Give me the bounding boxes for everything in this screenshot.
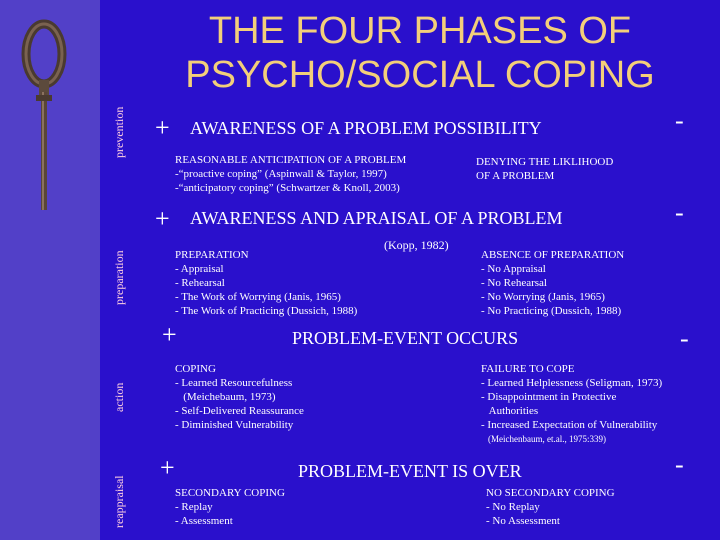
phase3-left-line: (Meichebaum, 1973) [175, 391, 276, 403]
phase4-right-line: - No Replay [486, 501, 540, 513]
side-label-action: action [112, 382, 126, 412]
phase3-left-line: - Diminished Vulnerability [175, 419, 294, 431]
phase3-right-line: - Disappointment in Protective [481, 391, 617, 403]
phase3-right-block [481, 362, 662, 432]
key-image [8, 0, 78, 210]
phase2-left-line: - Appraisal [175, 263, 224, 275]
phase3-left-line: COPING [175, 363, 216, 375]
phase2-right-line: ABSENCE OF PREPARATION [481, 249, 625, 261]
phase3-right-line: - Learned Helplessness (Seligman, 1973) [481, 377, 663, 389]
page-title-line2: PSYCHO/SOCIAL COPING [185, 54, 655, 96]
phase1-left-line: -“anticipatory coping” (Schwartzer & Knoll, 2003) [175, 182, 400, 194]
phase3-left-block [175, 362, 304, 432]
phase2-left-block [175, 248, 357, 318]
phase2-left-line: PREPARATION [175, 249, 249, 261]
phase2-left-line: - The Work of Worrying (Janis, 1965) [175, 291, 341, 303]
phase2-left-line: - The Work of Practicing (Dussich, 1988) [175, 305, 358, 317]
minus-sign-phase3: - [680, 324, 689, 353]
phase2-heading: AWARENESS AND APRAISAL OF A PROBLEM [190, 208, 563, 228]
phase3-right-line: FAILURE TO COPE [481, 363, 575, 375]
phase4-right-block [486, 486, 615, 528]
plus-sign-phase3: + [162, 320, 177, 349]
phase2-right-line: - No Worrying (Janis, 1965) [481, 291, 605, 303]
phase4-left-line: - Replay [175, 501, 213, 513]
side-label-reappraisal: reappraisal [112, 475, 126, 528]
phase4-left-line: SECONDARY COPING [175, 487, 285, 499]
phase4-left-block [175, 486, 285, 528]
phase2-right-block [481, 248, 624, 318]
minus-sign-phase1: - [675, 106, 684, 135]
phase3-heading: PROBLEM-EVENT OCCURS [292, 328, 519, 348]
phase2-right-line: - No Rehearsal [481, 277, 547, 289]
phase2-right-line: - No Practicing (Dussich, 1988) [481, 305, 622, 317]
side-label-prevention: prevention [112, 106, 126, 158]
phase4-right-line: - No Assessment [486, 515, 560, 527]
phase1-left-block [175, 153, 406, 195]
phase1-left-line: REASONABLE ANTICIPATION OF A PROBLEM [175, 154, 407, 166]
phase4-heading: PROBLEM-EVENT IS OVER [298, 461, 522, 481]
minus-sign-phase2: - [675, 198, 684, 227]
phase3-right-line: Authorities [481, 405, 539, 417]
phase2-left-line: - Rehearsal [175, 277, 225, 289]
page-title-line1: THE FOUR PHASES OF [208, 10, 632, 52]
phase1-left-line: -“proactive coping” (Aspinwall & Taylor, 1997) [175, 168, 387, 180]
phase4-right-line: NO SECONDARY COPING [486, 487, 615, 499]
phase3-citation: (Meichenbaum, et.al., 1975:339) [488, 434, 606, 444]
side-label-preparation: preparation [112, 250, 126, 305]
phase3-left-line: - Self-Delivered Reassurance [175, 405, 304, 417]
phase2-citation: (Kopp, 1982) [384, 238, 449, 252]
plus-sign-phase4: + [160, 453, 175, 482]
phase1-right-line: OF A PROBLEM [476, 170, 555, 182]
phase3-left-line: - Learned Resourcefulness [175, 377, 293, 389]
phase1-right-line: DENYING THE LIKLIHOOD [476, 156, 614, 168]
phase3-right-line: - Increased Expectation of Vulnerability [481, 419, 658, 431]
minus-sign-phase4: - [675, 450, 684, 479]
phase1-right-block [476, 155, 613, 183]
phase2-right-line: - No Appraisal [481, 263, 546, 275]
plus-sign-phase1: + [155, 113, 170, 142]
phase4-left-line: - Assessment [175, 515, 233, 527]
plus-sign-phase2: + [155, 204, 170, 233]
phase1-heading: AWARENESS OF A PROBLEM POSSIBILITY [190, 118, 542, 138]
